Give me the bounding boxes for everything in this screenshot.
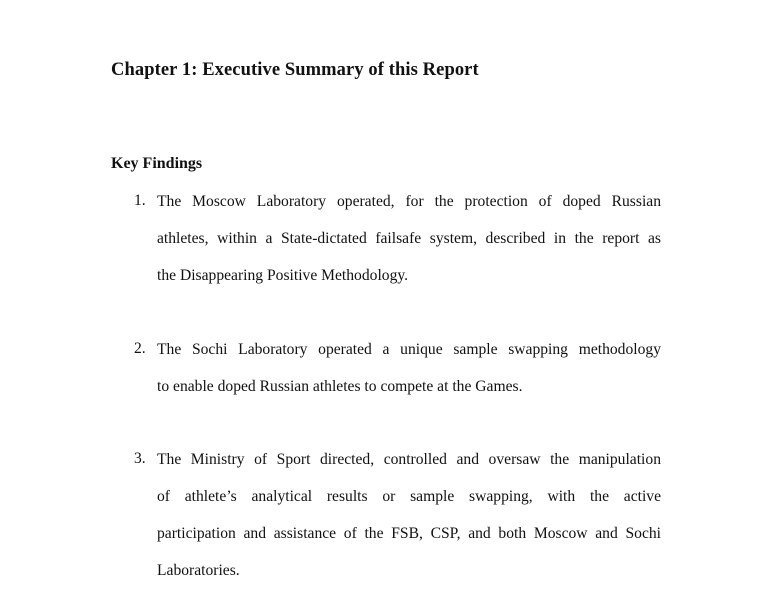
finding-number: 2. (134, 340, 146, 357)
finding-line: The Sochi Laboratory operated a unique sample swapping methodology (157, 341, 661, 358)
chapter-title: Chapter 1: Executive Summary of this Report (111, 60, 479, 80)
finding-line: The Moscow Laboratory operated, for the protection of doped Russian (157, 193, 661, 210)
finding-line: athletes, within a State-dictated failsafe system, described in the report as (157, 230, 661, 247)
key-findings-heading: Key Findings (111, 155, 203, 172)
finding-line: to enable doped Russian athletes to compete at the Games. (157, 378, 523, 395)
finding-line: of athlete’s analytical results or sample swapping, with the active (157, 488, 661, 505)
finding-line: The Ministry of Sport directed, controlled and oversaw the manipulation (157, 451, 661, 468)
finding-line: the Disappearing Positive Methodology. (157, 267, 409, 284)
finding-number: 1. (134, 192, 146, 209)
finding-line: participation and assistance of the FSB, CSP, and both Moscow and Sochi (157, 525, 661, 542)
finding-line: Laboratories. (157, 562, 240, 579)
finding-number: 3. (134, 450, 146, 467)
